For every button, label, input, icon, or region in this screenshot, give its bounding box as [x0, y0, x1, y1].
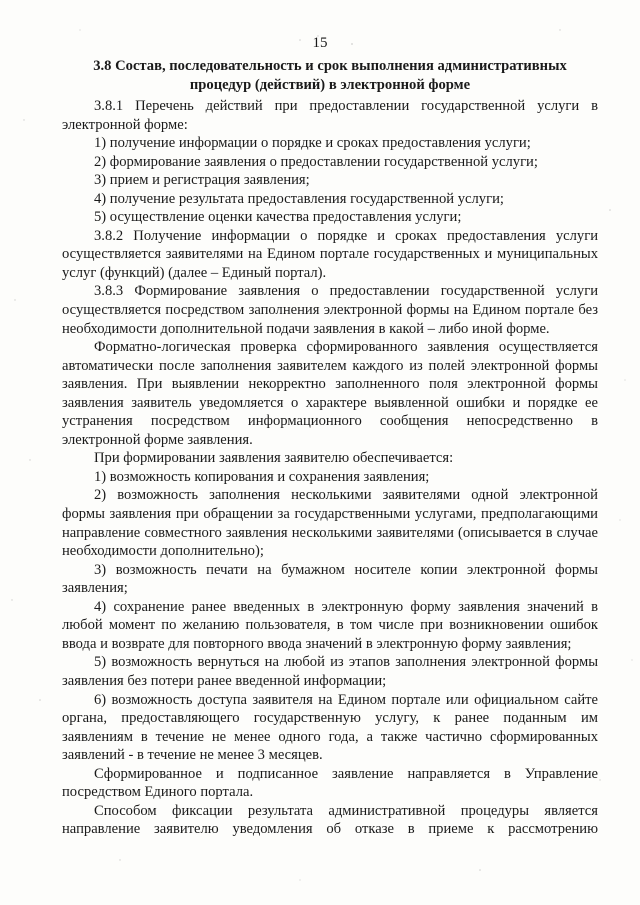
list-item: 5) осуществление оценки качества предоставления услуги;: [94, 209, 462, 226]
paragraph-format-check: Форматно-логическая проверка сформированного заявления осуществляется автоматически после заполнения заявителем каждого из полей электронной формы заявления. При выявлении некорректно заполненного поля электронной формы заявления заявитель уведомляется о характере выявленной ошибки и порядке ее устранения посредством информационного сообщения непосредственно в электронной форме заявления.: [62, 339, 598, 448]
provision-item-1: 1) возможность копирования и сохранения заявления;: [94, 468, 430, 485]
list-item: 4) получение результата предоставления государственной услуги;: [94, 190, 504, 207]
page-number: 15: [312, 35, 328, 51]
provision-item-6: 6) возможность доступа заявителя на Едином портале или официальном сайте органа, предоставляющего государственную услугу, к ранее поданным им заявлениям в течение не менее одного года, а также частично сформированных заявлений - в течение не менее 3 месяцев.: [62, 691, 598, 764]
provision-item-2: 2) возможность заполнения несколькими заявителями одной электронной формы заявления при обращении за государственными услугами, предполагающими направление совместного заявления несколькими заявителями (описывается в случае необходимости дополнительно);: [62, 487, 598, 560]
document-body: [62, 57, 598, 839]
paragraph-submission: Сформированное и подписанное заявление направляется в Управление посредством Единого портала.: [62, 765, 598, 801]
list-item: 1) получение информации о порядке и сроках предоставления услуги;: [94, 135, 531, 152]
paragraph-3-8-1: 3.8.1 Перечень действий при предоставлении государственной услуги в электронной форме:: [62, 98, 598, 133]
section-title-line-1: 3.8 Состав, последовательность и срок выполнения административных: [93, 58, 567, 74]
list-item: 3) прием и регистрация заявления;: [94, 172, 310, 189]
paragraph-3-8-2: 3.8.2 Получение информации о порядке и сроках предоставления услуги осуществляется заявителями на Едином портале государственных и муниципальных услуг (функций) (далее – Единый портал).: [62, 227, 598, 281]
provision-item-5: 5) возможность вернуться на любой из этапов заполнения электронной формы заявления без потери ранее введенной информации;: [62, 654, 598, 689]
section-title: [62, 57, 598, 95]
section-title-line-2: процедур (действий) в электронной форме: [189, 77, 471, 93]
provision-item-4: 4) сохранение ранее введенных в электронную форму заявления значений в любой момент по желанию пользователя, в том числе при возникновении ошибок ввода и возврате для повторного ввода значений в электронную форму заявления;: [62, 598, 598, 652]
paragraph-3-8-3: 3.8.3 Формирование заявления о предоставлении государственной услуги осуществляется посредством заполнения электронной формы на Едином портале без необходимости дополнительной подачи заявления в какой – либо иной форме.: [62, 283, 598, 337]
paragraph-result-fixation: Способом фиксации результата административной процедуры является направление заявителю уведомления об отказе в приеме к рассмотрению: [62, 802, 598, 838]
provision-item-3: 3) возможность печати на бумажном носителе копии электронной формы заявления;: [62, 561, 598, 597]
list-item: 2) формирование заявления о предоставлении государственной услуги;: [94, 153, 538, 170]
paragraph-provision-intro: При формировании заявления заявителю обеспечивается:: [94, 450, 454, 467]
